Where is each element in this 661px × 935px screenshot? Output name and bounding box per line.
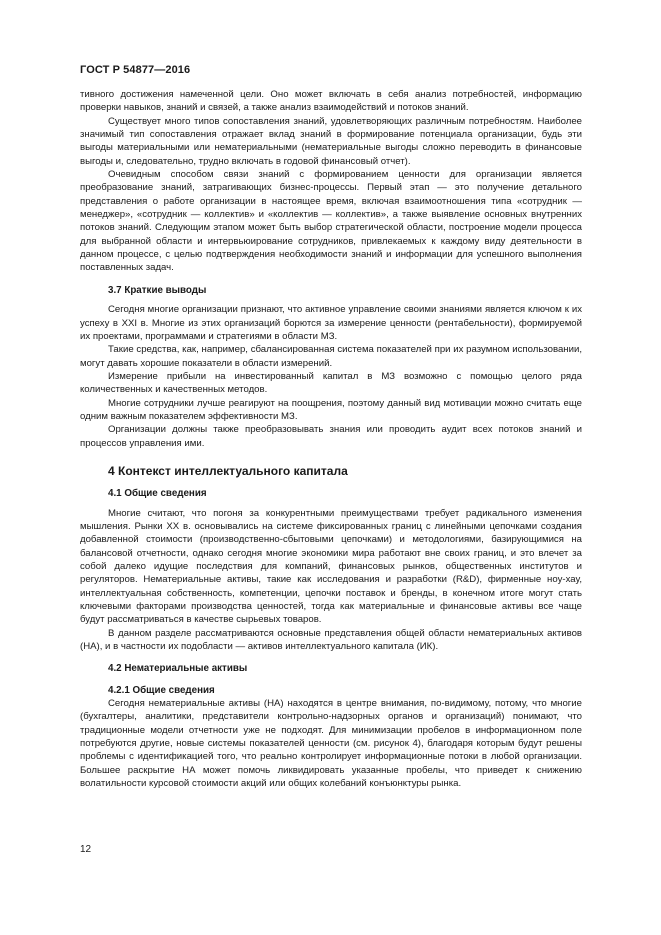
section-heading-4-2-1: 4.2.1 Общие сведения [108,684,215,696]
paragraph: Измерение прибыли на инвестированный капитал в МЗ возможно с помощью целого ряда количественных и качественных методов. [80,370,582,396]
paragraph: Многие сотрудники лучше реагируют на поощрения, поэтому данный вид мотивации можно считать еще одним важным показателем эффективности МЗ. [80,397,582,422]
paragraph: Сегодня многие организации признают, что активное управление своими знаниями является ключом к их успеху в XXI в. Многие из этих организаций борются за измерение ценности (рентабельности), формируемой их проектами, программами и стратегиями в области МЗ. [80,304,582,342]
section-heading-4-2: 4.2 Нематериальные активы [108,663,248,675]
paragraph: В данном разделе рассматриваются основные представления общей области нематериальных активов (НА), и в частности их подобласти — активов интеллектуального капитала (ИК). [80,627,582,653]
paragraph: Существует много типов сопоставления знаний, удовлетворяющих различным потребностям. Наиболее значимый тип сопоставления отражает вклад знаний в формирование потенциала организации, будь эти выгоды материальными или нематериальными (нематериальные выгоды сложно переводить в финансовые выгоды и, следовательно, трудно включать в годовой финансовый отчет). [80,115,582,167]
paragraph: Многие считают, что погоня за конкурентными преимуществами требует радикального изменения мышления. Рынки XX в. основывались на системе фиксированных границ с линейными цепочками создания добавленной стоимости (производственно-сбытовыми цепочками) и методологиями, базирующимися на балансовой отчетности, однако сегодня многие экономики мира работают вне своих границ, и это влечет за собой далеко идущие последствия для компаний, финансовых рынков, общественных институтов и регуляторов. Нематериальные активы, такие как исследования и разработки (R&D), фирменные ноу-хау, интеллектуальная собственность, компетенции, цепочки поставок и бренды, в конечном итоге могут стать ключевыми факторами производства ценностей, тогда как материальные и финансовые активы все чаще будут рассматриваться в качестве сырьевых товаров. [80,507,582,626]
paragraph: Организации должны также преобразовывать знания или проводить аудит всех потоков знаний и процессов управления ими. [80,424,582,449]
paragraph: Очевидным способом связи знаний с формированием ценности для организации является преобразование знаний, затрагивающих бизнес-процессы. Первый этап — это получение детального представления о работе организации в настоящее время, включая взаимоотношения типа «сотрудник — менеджер», «сотрудник — коллектив» и «коллектив — коллектив», а также выявление основных внутренних потоков знаний. Следующим этапом может быть выбор стратегической области, построение модели процесса для выбранной области и интервьюирование сотрудников, привлекаемых к каждому виду деятельности в данном процессе, с целью подтверждения необходимости знаний и информации для успешного выполнения поставленных задач. [80,169,582,274]
document-header: ГОСТ Р 54877—2016 [80,64,191,76]
document-body [80,88,582,791]
paragraph: Сегодня нематериальные активы (НА) находятся в центре внимания, по-видимому, потому, что многие (бухгалтеры, аналитики, представители контрольно-надзорных органов и организаций) понимают, что традиционные модели отчетности уже не подходят. Для минимизации пробелов в информационном поле потребуются другие, новые системы показателей ценности (см. рисунок 4), благодаря которым будут решены проблемы с идентификацией того, что реально контролирует информационные потоки в любой организации. Большее раскрытие НА может помочь ликвидировать указанные пробелы, что приведет к снижению волатильности курсовой стоимости акций или общих колебаний конъюнктуры рынка. [80,698,582,790]
paragraph: Такие средства, как, например, сбалансированная система показателей при их разумном использовании, могут давать хорошие показатели в области измерений. [80,344,582,369]
paragraph: тивного достижения намеченной цели. Оно может включать в себя анализ потребностей, информацию проверки навыков, знаний и связей, а также анализ взаимодействий и потоков знаний. [80,89,582,114]
section-heading-3-7: 3.7 Краткие выводы [108,284,207,296]
section-heading-4-1: 4.1 Общие сведения [108,488,207,500]
page-number: 12 [80,844,92,855]
section-heading-4: 4 Контекст интеллектуального капитала [108,463,348,478]
